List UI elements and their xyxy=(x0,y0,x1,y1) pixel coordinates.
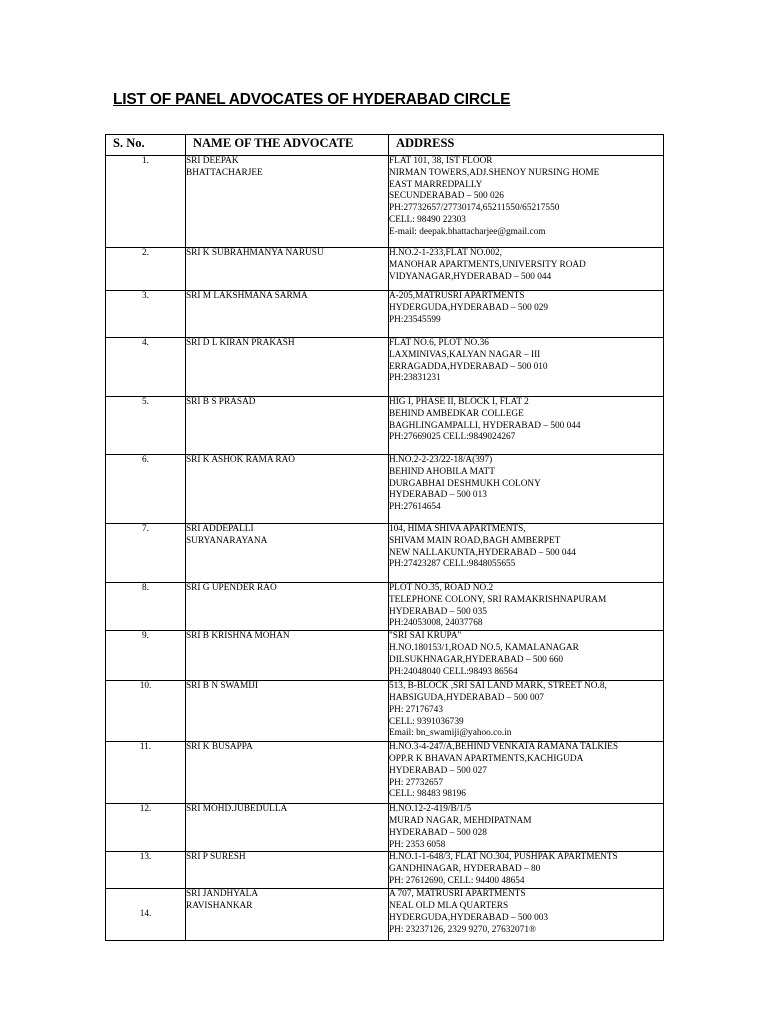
name-line: SRI K BUSAPPA xyxy=(186,742,253,753)
name-line: SRI ADDEPALLI xyxy=(186,524,254,534)
address-line: CELL: 9391036739 xyxy=(389,716,464,727)
table-row xyxy=(106,889,664,941)
address-line: EAST MARREDPALLY xyxy=(389,179,483,190)
address-line: HIG I, PHASE II, BLOCK I, FLAT 2 xyxy=(389,397,529,407)
cell-serial-number: 5. xyxy=(106,397,186,455)
address-line: PLOT NO.35, ROAD NO.2 xyxy=(389,583,494,593)
address-line: NIRMAN TOWERS,ADJ.SHENOY NURSING HOME xyxy=(389,167,600,178)
name-line: RAVISHANKAR xyxy=(186,901,253,912)
table-row xyxy=(106,397,664,455)
cell-serial-number: 12. xyxy=(106,804,186,852)
cell-serial-number: 6. xyxy=(106,455,186,524)
table-row xyxy=(106,455,664,524)
cell-serial-number: 8. xyxy=(106,583,186,631)
name-line: SRI MOHD.JUBEDULLA xyxy=(186,804,288,815)
cell-advocate-name xyxy=(186,455,389,524)
column-header-sno: S. No. xyxy=(106,135,186,156)
address-line: PH:23831231 xyxy=(389,373,441,384)
address-line: H.NO.1-1-648/3, FLAT NO.304, PUSHPAK APARTMENTS xyxy=(389,852,618,863)
cell-address xyxy=(389,681,664,742)
table-row xyxy=(106,338,664,397)
cell-advocate-name xyxy=(186,681,389,742)
address-line: PH:23545599 xyxy=(389,314,441,325)
address-line: PH:27423287 CELL:9848055655 xyxy=(389,559,516,570)
address-line: CELL: 98490 22303 xyxy=(389,214,466,225)
address-line: MANOHAR APARTMENTS,UNIVERSITY ROAD xyxy=(389,259,586,270)
address-line: PH:27732657/27730174,65211550/65217550 xyxy=(389,203,560,214)
address-line: CELL: 98483 98196 xyxy=(389,789,466,800)
cell-serial-number: 13. xyxy=(106,852,186,889)
cell-serial-number: 14. xyxy=(106,889,186,941)
address-line: OPP.R K BHAVAN APARTMENTS,KACHIGUDA xyxy=(389,753,584,764)
address-line: A-205,MATRUSRI APARTMENTS xyxy=(389,291,525,301)
address-line: PH: 27732657 xyxy=(389,777,443,788)
address-line: BEHIND AHOBILA MATT xyxy=(389,466,495,477)
table-body xyxy=(106,156,664,941)
name-line: SRI D L KIRAN PRAKASH xyxy=(186,338,295,348)
address-line: HYDERGUDA,HYDERABAD – 500 029 xyxy=(389,302,549,313)
name-line: SRI JANDHYALA xyxy=(186,889,259,900)
address-line: HYDERABAD – 500 035 xyxy=(389,606,487,617)
address-line: HYDERABAD – 500 013 xyxy=(389,490,487,501)
cell-serial-number: 4. xyxy=(106,338,186,397)
table-row xyxy=(106,156,664,248)
table-row xyxy=(106,742,664,804)
name-line: SRI B S PRASAD xyxy=(186,397,256,407)
name-line: SRI K ASHOK RAMA RAO xyxy=(186,455,296,465)
address-line: FLAT NO.6, PLOT NO.36 xyxy=(389,338,489,348)
address-line: "SRI SAI KRUPA" xyxy=(389,631,462,642)
address-line: 513, B-BLOCK ,SRI SAI LAND MARK, STREET NO.8, xyxy=(389,681,607,692)
table-header-row xyxy=(106,135,664,156)
cell-advocate-name xyxy=(186,338,389,397)
address-line: TELEPHONE COLONY, SRI RAMAKRISHNAPURAM xyxy=(389,594,607,605)
table-row xyxy=(106,631,664,681)
table-row xyxy=(106,583,664,631)
cell-advocate-name xyxy=(186,248,389,291)
name-line: SRI P SURESH xyxy=(186,852,246,863)
address-line: E-mail: deepak.bhattacharjee@gmail.com xyxy=(389,226,546,237)
table-row xyxy=(106,852,664,889)
cell-advocate-name xyxy=(186,156,389,248)
cell-serial-number: 3. xyxy=(106,291,186,338)
name-line: SRI B N SWAMIJI xyxy=(186,681,259,692)
cell-address xyxy=(389,338,664,397)
address-line: HABSIGUDA,HYDERABAD – 500 007 xyxy=(389,692,544,703)
cell-address xyxy=(389,852,664,889)
column-header-address: ADDRESS xyxy=(389,135,664,156)
address-line: NEAL OLD MLA QUARTERS xyxy=(389,901,509,912)
cell-address xyxy=(389,742,664,804)
address-line: GANDHINAGAR, HYDERABAD – 80 xyxy=(389,864,541,875)
cell-serial-number: 10. xyxy=(106,681,186,742)
address-line: A 707, MATRUSRI APARTMENTS xyxy=(389,889,526,900)
cell-advocate-name xyxy=(186,524,389,583)
cell-address xyxy=(389,804,664,852)
address-line: SHIVAM MAIN ROAD,BAGH AMBERPET xyxy=(389,535,561,546)
address-line: PH:27669025 CELL:9849024267 xyxy=(389,432,516,443)
address-line: Email: bn_swamiji@yahoo.co.in xyxy=(389,728,512,739)
advocates-table xyxy=(105,134,664,941)
address-line: H.NO.3-4-247/A,BEHIND VENKATA RAMANA TALKIES xyxy=(389,742,619,753)
cell-address xyxy=(389,889,664,941)
cell-serial-number: 11. xyxy=(106,742,186,804)
address-line: PH:24048040 CELL:98493 86564 xyxy=(389,666,518,677)
cell-address xyxy=(389,455,664,524)
address-line: PH: 2353 6058 xyxy=(389,839,446,850)
cell-serial-number: 1. xyxy=(106,156,186,248)
address-line: 104, HIMA SHIVA APARTMENTS, xyxy=(389,524,526,534)
cell-address xyxy=(389,583,664,631)
table-row xyxy=(106,681,664,742)
table-row xyxy=(106,524,664,583)
address-line: PH: 27176743 xyxy=(389,704,443,715)
address-line: H.NO.2-2-23/22-18/A(397) xyxy=(389,455,493,465)
cell-advocate-name xyxy=(186,583,389,631)
table-row xyxy=(106,248,664,291)
cell-advocate-name xyxy=(186,852,389,889)
address-line: NEW NALLAKUNTA,HYDERABAD – 500 044 xyxy=(389,547,576,558)
cell-address xyxy=(389,156,664,248)
address-line: PH: 23237126, 2329 9270, 27632071® xyxy=(389,924,537,935)
page-title: LIST OF PANEL ADVOCATES OF HYDERABAD CIRCLE xyxy=(113,91,511,108)
address-line: SECUNDERABAD – 500 026 xyxy=(389,191,504,202)
cell-advocate-name xyxy=(186,804,389,852)
address-line: PH:24053008, 24037768 xyxy=(389,618,483,629)
address-line: HYDERABAD – 500 028 xyxy=(389,827,487,838)
cell-advocate-name xyxy=(186,631,389,681)
cell-address xyxy=(389,631,664,681)
address-line: MURAD NAGAR, MEHDIPATNAM xyxy=(389,815,532,826)
address-line: HYDERGUDA,HYDERABAD – 500 003 xyxy=(389,912,549,923)
cell-advocate-name xyxy=(186,889,389,941)
table-row xyxy=(106,804,664,852)
cell-advocate-name xyxy=(186,742,389,804)
address-line: DURGABHAI DESHMUKH COLONY xyxy=(389,478,541,489)
name-line: SURYANARAYANA xyxy=(186,535,268,546)
column-header-name: NAME OF THE ADVOCATE xyxy=(186,135,389,156)
address-line: H.NO.180153/1,ROAD NO.5, KAMALANAGAR xyxy=(389,642,579,653)
address-line: DILSUKHNAGAR,HYDERABAD – 500 660 xyxy=(389,654,564,665)
cell-address xyxy=(389,524,664,583)
address-line: PH:27614654 xyxy=(389,502,441,513)
address-line: LAXMINIVAS,KALYAN NAGAR – III xyxy=(389,349,541,360)
name-line: SRI DEEPAK xyxy=(186,156,239,166)
address-line: VIDYANAGAR,HYDERABAD – 500 044 xyxy=(389,271,552,282)
name-line: SRI K SUBRAHMANYA NARUSU xyxy=(186,248,324,258)
address-line: FLAT 101, 38, IST FLOOR xyxy=(389,156,493,166)
address-line: H.NO.2-1-233,FLAT NO.002, xyxy=(389,248,502,258)
address-line: BAGHLINGAMPALLI, HYDERABAD – 500 044 xyxy=(389,420,581,431)
table-row xyxy=(106,291,664,338)
cell-serial-number: 2. xyxy=(106,248,186,291)
address-line: HYDERABAD – 500 027 xyxy=(389,765,487,776)
address-line: PH: 27612690, CELL: 94400 48654 xyxy=(389,875,525,886)
cell-serial-number: 7. xyxy=(106,524,186,583)
cell-address xyxy=(389,248,664,291)
name-line: SRI B KRISHNA MOHAN xyxy=(186,631,290,642)
name-line: SRI G UPENDER RAO xyxy=(186,583,277,593)
cell-address xyxy=(389,397,664,455)
cell-advocate-name xyxy=(186,397,389,455)
address-line: ERRAGADDA,HYDERABAD – 500 010 xyxy=(389,361,548,372)
address-line: H.NO.12-2-419/B/1/5 xyxy=(389,804,472,815)
cell-advocate-name xyxy=(186,291,389,338)
address-line: BEHIND AMBEDKAR COLLEGE xyxy=(389,408,524,419)
cell-serial-number: 9. xyxy=(106,631,186,681)
name-line: SRI M LAKSHMANA SARMA xyxy=(186,291,308,301)
name-line: BHATTACHARJEE xyxy=(186,167,263,178)
cell-address xyxy=(389,291,664,338)
